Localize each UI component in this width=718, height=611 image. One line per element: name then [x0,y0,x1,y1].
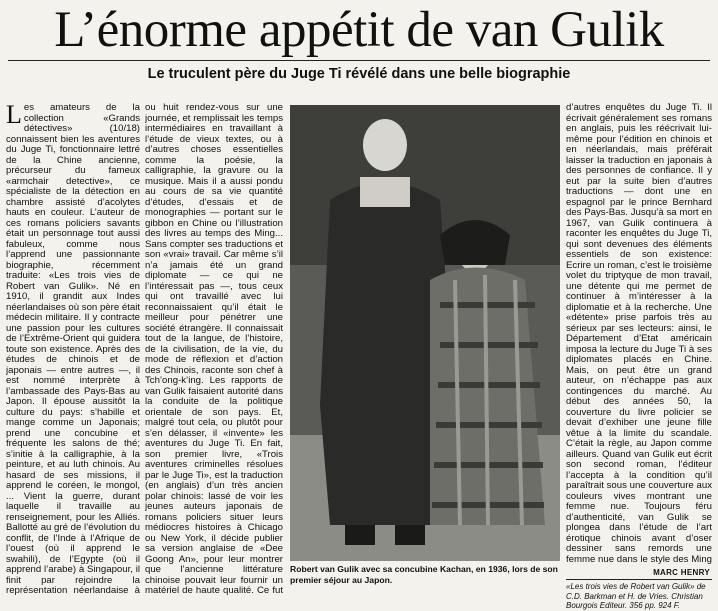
photo-illustration [290,105,560,561]
author-signature: MARC HENRY [653,568,710,577]
subheadline: Le truculent père du Juge Ti révélé dans une belle biographie [147,66,571,82]
article-column-4 [566,103,712,565]
photo [290,105,560,561]
photo-caption: Robert van Gulik avec sa concubine Kachan, en 1936, lors de son premier séjour au Japon. [290,564,558,585]
article-column-2 [145,103,283,595]
book-reference: «Les trois vies de Robert van Gulik» de C.D. Barkman et H. de Vries. Christian Bourgois Editeur. 356 pp. 924 F. [566,579,712,611]
drop-cap: L [6,103,22,129]
headline: L’énorme appétit de van Gulik [54,2,664,58]
column-4-text: d’autres enquêtes du Juge Ti. Il écrivait généralement ses romans en anglais, puis les réécrivait lui-même pour l’édition en chinois et en néerlandais, mais préférait laisser la traduction en japonais à des personnes de confiance. Il y eut par la suite bien d’autres traductions — dont une en espagnol par le prince Bernhard des Pays-Bas. Jusqu’à sa mort en 1967, van Gulik continuera à raconter les enquêtes du Juge Ti, qui sont devenues des éléments essentiels de son existence: Ecrire un roman, c’est le troisième volet du triptyque de mon travail, une détente qui me permet de continuer à m’intéresser à la diplomatie et à la recherche. Une «détente» prise parfois très au sérieux par ses lecteurs: ainsi, le Département d’Etat américain imposa la lecture du Juge Ti à ses diplomates placés en Chine. Mais, on peut être un grand auteur, on n’échappe pas aux contingences du marché. Au début des années 50, la couverture du livre policier se devait d’exhiber une jeune fille vêtue à la limite du scandale. C’était la règle, au Japon comme ailleurs. Quand van Gulik eut écrit son second roman, l’éditeur l’accepta à la condition qu’il paraîtrait sous une couverture aux couleurs vives montrant une femme nue. Toujours féru d’authenticité, van Gulik se plongea dans l’étude de l’art érotique chinois avant d’oser dessiner sans remords une femme nue dans le style des Ming [566,103,712,565]
headline-rule [8,60,710,61]
article-column-1 [6,103,140,595]
column-1-text: es amateurs de la collection «Grands détectives» (10/18) connaissent bien les aventures du Juge Ti, fonctionnaire lettré de la Chine ancienne, précurseur du fameux «armchair detective», ce spécialiste de la détection en chambre assisté d’acolytes hauts en couleur. L’auteur de ces romans policiers savants était un personnage tout aussi fabuleux, comme nous l’apprend une passionnante biographie, récemment traduite: «Les trois vies de Robert van Gulik». Né en 1910, il grandit aux Indes néerlandaises où son père était médecin militaire. Il y contracte une passion pour les cultures de l’Extrême-Orient qui guidera toute son existence. Après des études de chinois et de japonais — entre autres —, il est nommé interprète à l’ambassade des Pays-Bas au Japon. Il épouse aussitôt la culture du pays: s’habille et mange comme un Japonais; prend une concubine et fréquente les salons de thé; s’initie à la calligraphie, à la peinture, et au luth chinois. Au hasard de ses missions, il apprend le coréen, le mongol, ... Vient la guerre, durant laquelle il travaille au renseignement, pour les Alliés. Ballotté au gré de l’évolution du conflit, de l’Inde à l’Afrique de l’ouest (où il apprend le swahili), de l’Egypte (où il apprend l’arabe) à Singapour, il finit par rejoindre la représentation néerlandaise à [6,103,140,595]
column-2-text: ou huit rendez-vous sur une journée, et remplissait les temps intermédiaires en travaillant à l’étude de vieux textes, ou à d’autres choses essentielles comme la poésie, la calligraphie, la gravure ou la musique. Mais il a aussi pondu au cours de sa vie quantité d’études, d’essais et de monographies — portant sur le gibbon en Chine ou l’illustration des livres au temps des Ming... Sans compter ses traductions et son «vrai» travail. Car même s’il n’a jamais été un grand diplomate — ce qui ne l’intéressait pas —, tous ceux qui ont travaillé avec lui reconnaissaient qu’il était le meilleur pour pénétrer une société étrangère. Il connaissait tout de la langue, de l’histoire, de la civilisation, de la vie, du mode de réflexion et d’action des Chinois, raconte son chef à Tch’ong-k’ing. Les rapports de van Gulik faisaient autorité dans la conduite de la politique orientale de son pays. Et, malgré tout cela, ou plutôt pour s’en délasser, il «invente» les aventures du Juge Ti. En fait, son premier livre, «Trois aventures criminelles résolues par le Juge Ti», est la traduction (en anglais) d’un très ancien polar chinois: lassé de voir les jeunes auteurs japonais de romans policiers situer leurs médiocres histoires à Chicago ou New York, il décide publier sa version anglaise de «Dee Goong An», pour leur montrer que l’ancienne littérature chinoise pouvait leur fournir un matériel de haute qualité. Ce fut [145,103,283,595]
